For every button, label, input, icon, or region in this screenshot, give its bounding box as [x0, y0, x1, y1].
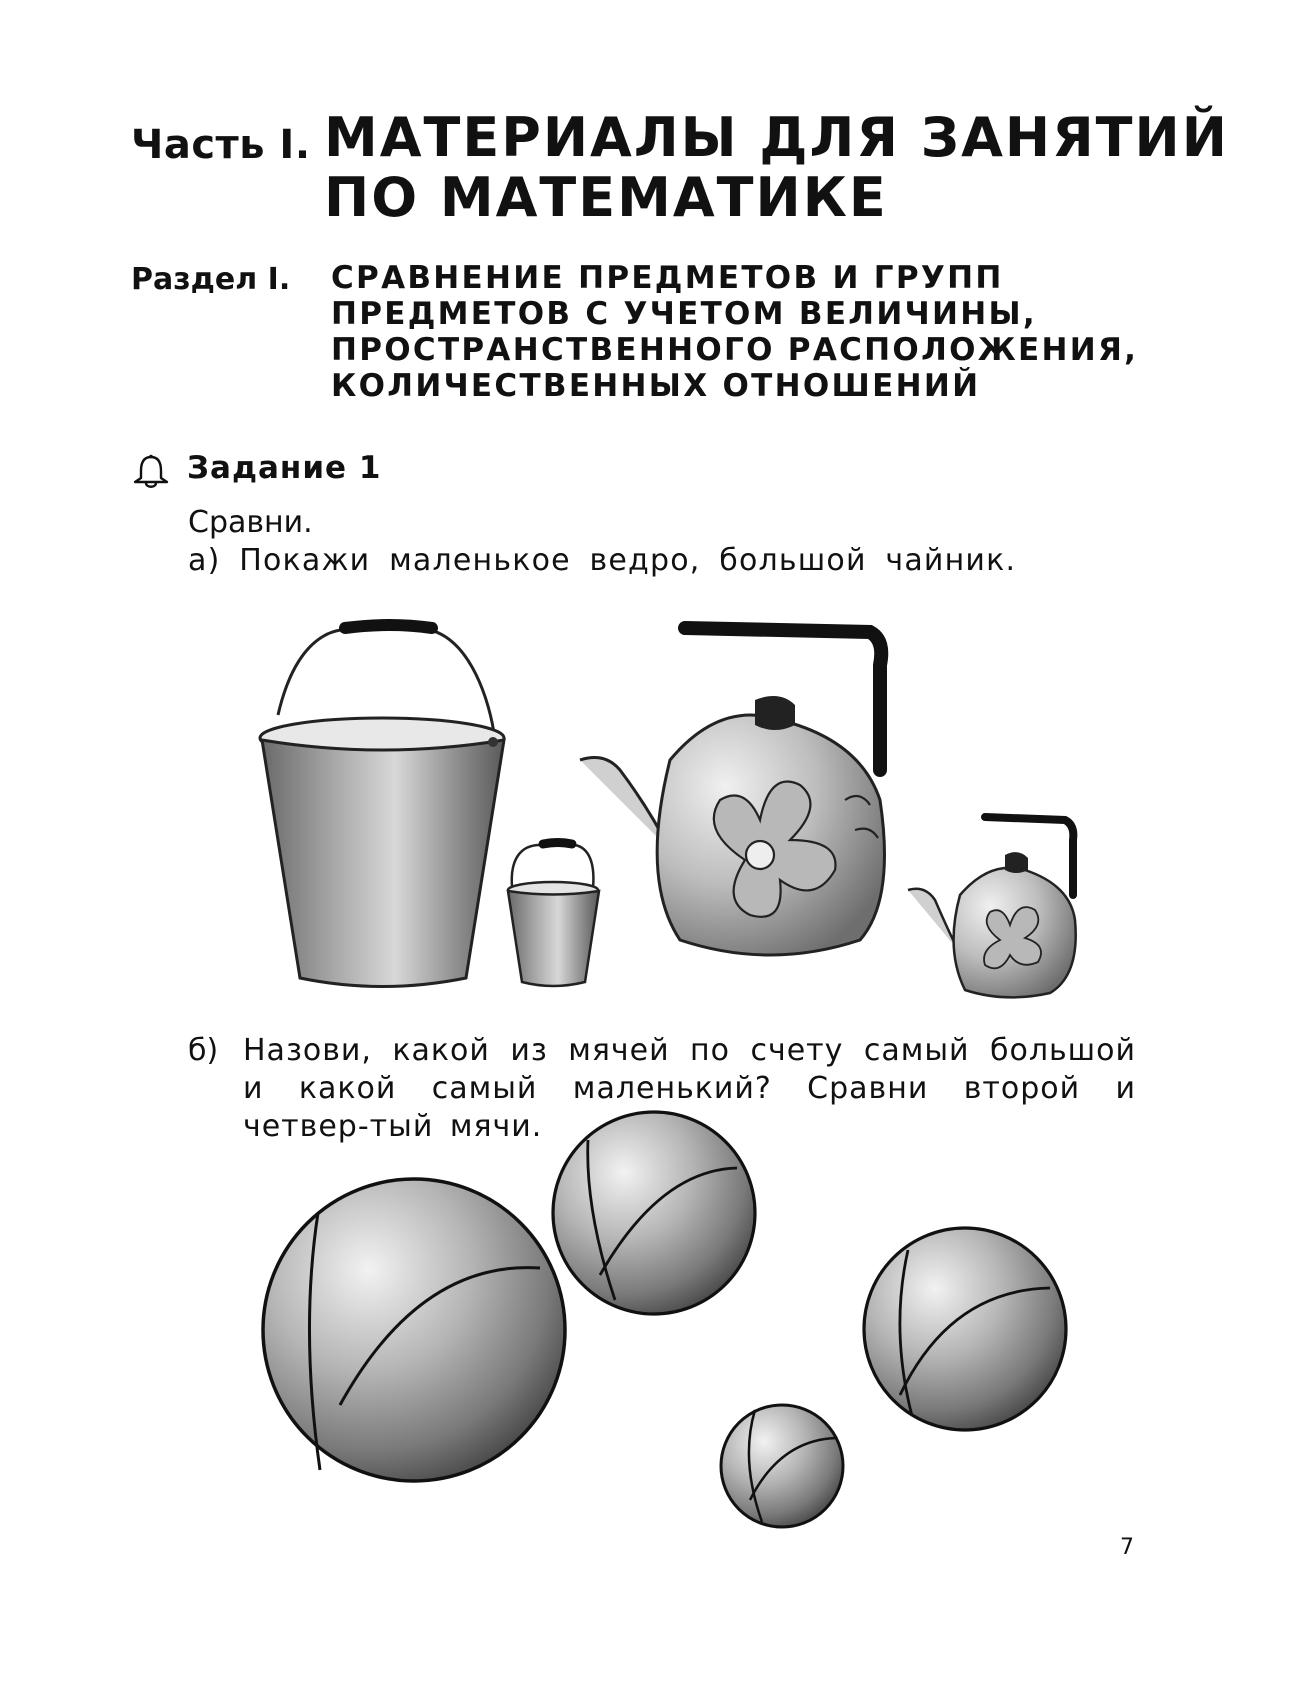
section-label: Раздел I.: [131, 262, 291, 297]
part-label: Часть I.: [131, 122, 311, 168]
ball-1-large: [263, 1179, 565, 1481]
part-title-line-1: МАТЕРИАЛЫ ДЛЯ ЗАНЯТИЙ: [324, 106, 1229, 169]
section-title-line-2: ПРЕДМЕТОВ С УЧЕТОМ ВЕЛИЧИНЫ,: [331, 296, 1037, 332]
task-item-b-marker: б): [188, 1033, 219, 1068]
task-title: Задание 1: [187, 450, 382, 486]
task-item-a: а) Покажи маленькое ведро, большой чайник.: [188, 543, 1017, 578]
section-title-line-4: КОЛИЧЕСТВЕННЫХ ОТНОШЕНИЙ: [331, 368, 981, 404]
task-intro: Сравни.: [188, 505, 313, 540]
big-bucket: [260, 625, 504, 987]
ball-2-medium: [553, 1112, 755, 1314]
section-title-line-1: СРАВНЕНИЕ ПРЕДМЕТОВ И ГРУПП: [331, 260, 1004, 296]
small-kettle: [908, 817, 1076, 997]
small-bucket: [508, 843, 599, 987]
task-item-b-text: Назови, какой из мячей по счету самый большой и какой самый маленький? Сравни второй и четвер-тый мячи.: [243, 1033, 1136, 1144]
page-number: 7: [1120, 1535, 1134, 1560]
ball-3-medium: [864, 1228, 1066, 1430]
big-kettle: [580, 628, 885, 955]
part-title-line-2: ПО МАТЕМАТИКЕ: [324, 166, 888, 229]
section-title-line-3: ПРОСТРАНСТВЕННОГО РАСПОЛОЖЕНИЯ,: [331, 332, 1139, 368]
ball-4-small: [721, 1405, 843, 1527]
